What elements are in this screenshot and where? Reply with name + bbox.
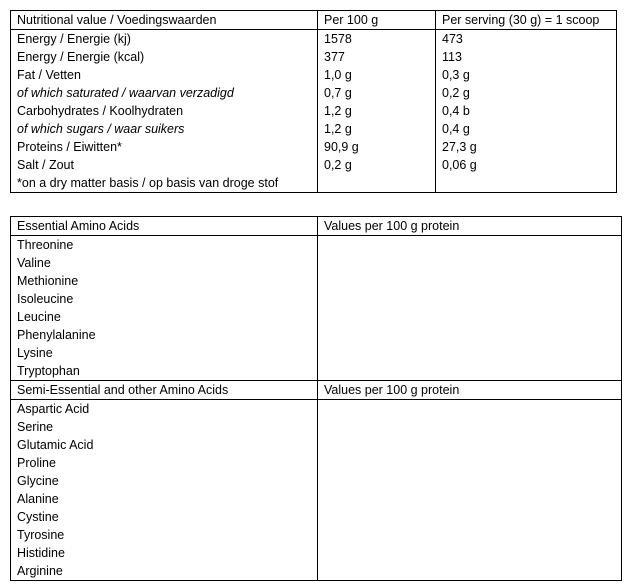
semi-essential-header-row	[11, 381, 622, 400]
nutrition-table	[10, 10, 617, 193]
nutrition-row	[11, 66, 617, 84]
amino-acid-value	[318, 326, 622, 344]
amino-acids-table-body	[11, 217, 622, 581]
nutrition-header-serving: Per serving (30 g) = 1 scoop	[436, 11, 617, 30]
amino-acid-row	[11, 362, 622, 381]
amino-acid-name: Cystine	[11, 508, 318, 526]
serving-value: 0,4 b	[436, 102, 617, 120]
amino-acid-row	[11, 344, 622, 362]
per100-value: 1,2 g	[318, 102, 436, 120]
amino-acid-name: Glutamic Acid	[11, 436, 318, 454]
nutrition-table-body	[11, 11, 617, 193]
per100-value: 0,7 g	[318, 84, 436, 102]
amino-acid-row	[11, 272, 622, 290]
amino-acid-name: Methionine	[11, 272, 318, 290]
amino-acid-name: Tryptophan	[11, 362, 318, 381]
per100-value: 1,2 g	[318, 120, 436, 138]
serving-value: 0,06 g	[436, 156, 617, 174]
amino-acid-value	[318, 508, 622, 526]
per100-value: 0,2 g	[318, 156, 436, 174]
amino-acid-value	[318, 254, 622, 272]
serving-value: 113	[436, 48, 617, 66]
amino-acid-value	[318, 362, 622, 381]
amino-acid-name: Histidine	[11, 544, 318, 562]
serving-value: 0,2 g	[436, 84, 617, 102]
amino-acid-row	[11, 290, 622, 308]
essential-header-row	[11, 217, 622, 236]
nutrient-label: of which saturated / waarvan verzadigd	[11, 84, 318, 102]
amino-acid-value	[318, 400, 622, 419]
serving-value: 0,3 g	[436, 66, 617, 84]
amino-acid-value	[318, 236, 622, 255]
amino-acid-value	[318, 472, 622, 490]
amino-acid-name: Phenylalanine	[11, 326, 318, 344]
amino-acid-value	[318, 562, 622, 581]
per100-value: 1578	[318, 30, 436, 49]
amino-acid-name: Tyrosine	[11, 526, 318, 544]
amino-acid-row	[11, 562, 622, 581]
empty-cell	[436, 174, 617, 193]
amino-acid-row	[11, 526, 622, 544]
semi-essential-header-label: Semi-Essential and other Amino Acids	[11, 381, 318, 400]
amino-acid-row	[11, 418, 622, 436]
amino-acid-row	[11, 472, 622, 490]
per100-value: 90,9 g	[318, 138, 436, 156]
nutrition-row	[11, 48, 617, 66]
amino-acid-value	[318, 418, 622, 436]
amino-acid-row	[11, 400, 622, 419]
nutrition-header-label: Nutritional value / Voedingswaarden	[11, 11, 318, 30]
amino-acid-value	[318, 344, 622, 362]
nutrition-row	[11, 30, 617, 49]
amino-acid-value	[318, 436, 622, 454]
amino-acid-row	[11, 308, 622, 326]
amino-acid-row	[11, 236, 622, 255]
amino-acid-name: Glycine	[11, 472, 318, 490]
amino-acid-name: Alanine	[11, 490, 318, 508]
amino-acid-row	[11, 254, 622, 272]
nutrition-footnote-row	[11, 174, 617, 193]
serving-value: 473	[436, 30, 617, 49]
amino-acid-name: Serine	[11, 418, 318, 436]
nutrient-label: Energy / Energie (kcal)	[11, 48, 318, 66]
amino-acid-value	[318, 544, 622, 562]
amino-acid-value	[318, 272, 622, 290]
amino-acid-name: Lysine	[11, 344, 318, 362]
nutrition-row	[11, 84, 617, 102]
amino-acid-row	[11, 544, 622, 562]
amino-acid-row	[11, 436, 622, 454]
per100-value: 377	[318, 48, 436, 66]
amino-acid-row	[11, 454, 622, 472]
amino-acid-value	[318, 490, 622, 508]
amino-acid-value	[318, 454, 622, 472]
nutrient-label: Fat / Vetten	[11, 66, 318, 84]
amino-acid-name: Threonine	[11, 236, 318, 255]
nutrition-row	[11, 120, 617, 138]
per100-value: 1,0 g	[318, 66, 436, 84]
nutrient-label: of which sugars / waar suikers	[11, 120, 318, 138]
amino-acid-name: Aspartic Acid	[11, 400, 318, 419]
amino-acid-name: Proline	[11, 454, 318, 472]
nutrient-label: Proteins / Eiwitten*	[11, 138, 318, 156]
nutrition-row	[11, 156, 617, 174]
amino-acid-value	[318, 526, 622, 544]
amino-acid-name: Arginine	[11, 562, 318, 581]
nutrition-row	[11, 138, 617, 156]
amino-acid-row	[11, 508, 622, 526]
essential-values-header: Values per 100 g protein	[318, 217, 622, 236]
amino-acids-table	[10, 216, 622, 581]
nutrition-header-row	[11, 11, 617, 30]
serving-value: 0,4 g	[436, 120, 617, 138]
serving-value: 27,3 g	[436, 138, 617, 156]
nutrient-label: Energy / Energie (kj)	[11, 30, 318, 49]
amino-acid-name: Isoleucine	[11, 290, 318, 308]
nutrient-label: Carbohydrates / Koolhydraten	[11, 102, 318, 120]
essential-header-label: Essential Amino Acids	[11, 217, 318, 236]
semi-essential-values-header: Values per 100 g protein	[318, 381, 622, 400]
nutrient-label: Salt / Zout	[11, 156, 318, 174]
nutrition-footnote: *on a dry matter basis / op basis van droge stof	[11, 174, 318, 193]
amino-acid-name: Leucine	[11, 308, 318, 326]
amino-acid-value	[318, 308, 622, 326]
nutrition-row	[11, 102, 617, 120]
nutrition-header-per100: Per 100 g	[318, 11, 436, 30]
amino-acid-row	[11, 326, 622, 344]
amino-acid-value	[318, 290, 622, 308]
amino-acid-name: Valine	[11, 254, 318, 272]
amino-acid-row	[11, 490, 622, 508]
empty-cell	[318, 174, 436, 193]
